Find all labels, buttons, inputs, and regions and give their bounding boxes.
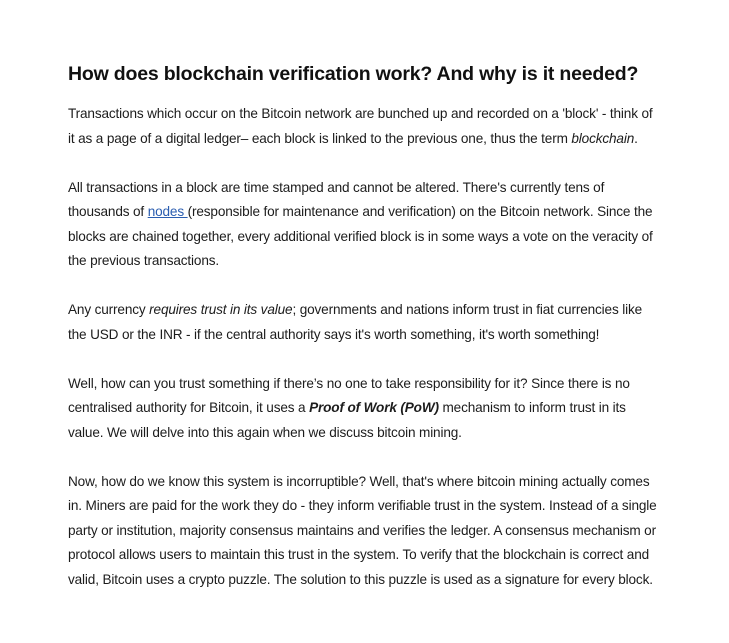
paragraph-3: [68, 298, 658, 347]
paragraph-1-end: .: [634, 130, 638, 146]
paragraph-5: [68, 470, 658, 593]
paragraph-4-before: Well, how can you trust something if there’s no one to take responsibility for it? Since there is no centralised authority for Bitcoin, it uses a: [68, 375, 630, 415]
paragraph-2-after: (responsible for maintenance and verification) on the Bitcoin network. Since the blocks are chained together, every additional verified block is in some ways a vote on the veracity of the previous transactions.: [68, 204, 653, 268]
nodes-link[interactable]: nodes: [147, 204, 188, 219]
article: [68, 60, 658, 617]
paragraph-4: [68, 372, 658, 446]
proof-of-work-term: Proof of Work (PoW): [309, 400, 439, 415]
paragraph-3-after: ; governments and nations inform trust in fiat currencies like the USD or the INR - if the central authority says it's worth something, it's worth something!: [68, 302, 643, 342]
paragraph-5-text: Now, how do we know this system is incorruptible? Well, that's where bitcoin mining actually comes in. Miners are paid for the work they do - they inform verifiable trust in the system. Instead of a single party or institution, majority consensus maintains and verifies the ledger. A consensus mechanism or protocol allows users to maintain this trust in the system. To verify that the blockchain is correct and valid, Bitcoin uses a crypto puzzle. The solution to this puzzle is used as a signature for every block.: [68, 473, 657, 587]
blockchain-term: blockchain: [571, 130, 635, 146]
paragraph-4-after: mechanism to inform trust in its value. We will delve into this again when we discuss bitcoin mining.: [68, 400, 626, 440]
trust-emphasis: requires trust in its value: [149, 302, 293, 317]
paragraph-2: [68, 176, 658, 274]
paragraph-2-before: All transactions in a block are time stamped and cannot be altered. There's currently tens of thousands of: [68, 179, 605, 219]
paragraph-1: [68, 102, 658, 151]
paragraph-1-text: Transactions which occur on the Bitcoin network are bunched up and recorded on a 'block' - think of it as a page of a digital ledger– each block is linked to the previous one, thus the term: [68, 106, 653, 146]
article-title: How does blockchain verification work? And why is it needed?: [68, 63, 639, 85]
paragraph-3-before: Any currency: [68, 302, 150, 317]
